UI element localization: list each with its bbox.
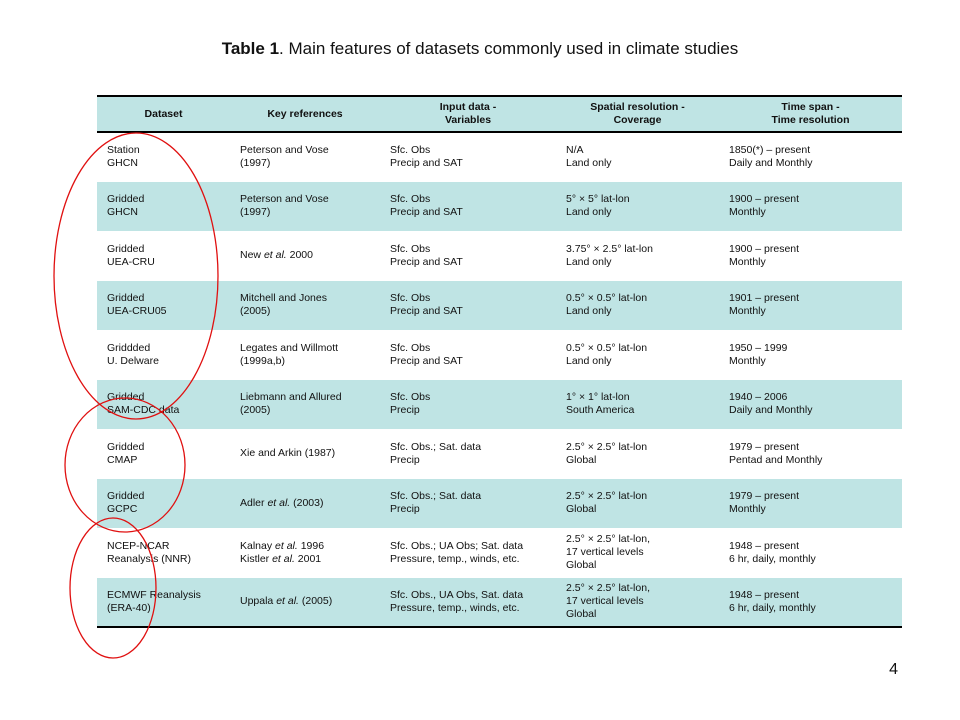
table-cell <box>97 182 230 232</box>
cell-line: Global <box>566 503 597 516</box>
cell-line: 1900 – present <box>729 193 800 206</box>
table-row <box>97 182 902 232</box>
cell-line: Monthly <box>729 305 766 318</box>
column-header-line: Dataset <box>144 107 183 120</box>
table-row <box>97 132 902 182</box>
table-cell <box>230 132 380 182</box>
table-cell <box>380 479 556 529</box>
cell-line: Precip <box>390 404 420 417</box>
cell-line: 0.5° × 0.5° lat-lon <box>566 292 648 305</box>
table-cell <box>380 528 556 578</box>
table-cell <box>230 380 380 430</box>
cell-line: 1901 – present <box>729 292 800 305</box>
column-header <box>556 96 719 132</box>
cell-line: 1948 – present <box>729 539 800 552</box>
cell-line: 2.5° × 2.5° lat-lon <box>566 490 648 503</box>
cell-line: Gridded <box>107 490 145 503</box>
cell-line: Sfc. Obs <box>390 391 431 404</box>
cell-line: 1950 – 1999 <box>729 341 788 354</box>
column-header-line: Spatial resolution - <box>590 101 685 113</box>
cell-line: Sfc. Obs <box>390 341 431 354</box>
cell-line: New et al. 2000 <box>240 249 313 262</box>
cell-line: 1940 – 2006 <box>729 391 788 404</box>
table-row <box>97 231 902 281</box>
datasets-table-container <box>97 95 902 628</box>
cell-line: 17 vertical levels <box>566 595 644 608</box>
table-cell <box>380 429 556 479</box>
cell-line: Gridded <box>107 193 145 206</box>
cell-line: (1997) <box>240 206 271 219</box>
column-header-line: Variables <box>444 114 492 126</box>
cell-line: Peterson and Vose <box>240 144 329 157</box>
table-cell <box>380 578 556 628</box>
cell-line: Kistler et al. 2001 <box>240 552 322 565</box>
table-cell <box>230 429 380 479</box>
table-cell <box>380 182 556 232</box>
cell-line: Land only <box>566 354 612 367</box>
table-cell <box>719 528 902 578</box>
table-cell <box>380 380 556 430</box>
cell-line: Precip and SAT <box>390 305 463 318</box>
column-header-line: Time resolution <box>771 114 850 126</box>
table-cell <box>230 330 380 380</box>
table-cell <box>230 281 380 331</box>
cell-line: GHCN <box>107 157 138 170</box>
cell-line: GCPC <box>107 503 138 516</box>
cell-line: 1° × 1° lat-lon <box>566 391 630 404</box>
cell-line: 5° × 5° lat-lon <box>566 193 630 206</box>
table-cell <box>719 182 902 232</box>
table-cell <box>556 231 719 281</box>
table-caption: . Main features of datasets commonly used in climate studies <box>279 39 739 58</box>
cell-line: Monthly <box>729 354 766 367</box>
table-cell <box>719 281 902 331</box>
table-cell <box>556 281 719 331</box>
table-cell <box>556 479 719 529</box>
table-cell <box>719 132 902 182</box>
cell-line: Daily and Monthly <box>729 404 813 417</box>
cell-line: Precip and SAT <box>390 255 463 268</box>
table-cell <box>230 231 380 281</box>
cell-line: Xie and Arkin (1987) <box>240 447 336 460</box>
table-cell <box>719 578 902 628</box>
cell-line: Sfc. Obs.; UA Obs; Sat. data <box>390 539 524 552</box>
table-cell <box>556 380 719 430</box>
cell-line: Liebmann and Allured <box>240 391 342 404</box>
cell-line: Station <box>107 144 140 157</box>
cell-line: Griddded <box>107 341 151 354</box>
cell-line: 2.5° × 2.5° lat-lon, <box>566 533 650 546</box>
cell-line: South America <box>566 404 635 417</box>
cell-line: ECMWF Reanalysis <box>107 588 201 601</box>
column-header <box>719 96 902 132</box>
cell-line: Adler et al. (2003) <box>240 496 324 509</box>
table-cell <box>97 281 230 331</box>
cell-line: 1979 – present <box>729 490 800 503</box>
cell-line: 1948 – present <box>729 588 800 601</box>
cell-line: GHCN <box>107 206 138 219</box>
cell-line: Sfc. Obs.; Sat. data <box>390 440 482 453</box>
table-cell <box>380 132 556 182</box>
cell-line: Gridded <box>107 242 145 255</box>
cell-line: (2005) <box>240 404 271 417</box>
page-number: 4 <box>889 661 898 678</box>
table-row <box>97 330 902 380</box>
cell-line: Gridded <box>107 391 145 404</box>
table-row <box>97 281 902 331</box>
table-cell <box>97 429 230 479</box>
table-cell <box>556 528 719 578</box>
table-cell <box>380 231 556 281</box>
cell-line: Gridded <box>107 440 145 453</box>
cell-line: Uppala et al. (2005) <box>240 595 333 608</box>
table-cell <box>230 479 380 529</box>
cell-line: Global <box>566 453 597 466</box>
table-row <box>97 380 902 430</box>
table-cell <box>230 578 380 628</box>
cell-line: Precip <box>390 503 420 516</box>
table-cell <box>719 479 902 529</box>
cell-line: Legates and Willmott <box>240 341 339 354</box>
table-cell <box>556 330 719 380</box>
cell-line: 2.5° × 2.5° lat-lon <box>566 440 648 453</box>
table-cell <box>380 281 556 331</box>
table-header-row <box>97 96 902 132</box>
cell-line: Precip and SAT <box>390 157 463 170</box>
table-cell <box>97 479 230 529</box>
cell-line: Sfc. Obs <box>390 144 431 157</box>
cell-line: Land only <box>566 305 612 318</box>
cell-line: Precip <box>390 453 420 466</box>
cell-line: Precip and SAT <box>390 206 463 219</box>
table-cell <box>97 231 230 281</box>
cell-line: 17 vertical levels <box>566 546 644 559</box>
table-cell <box>97 132 230 182</box>
column-header <box>97 96 230 132</box>
datasets-table <box>97 95 902 628</box>
table-cell <box>97 528 230 578</box>
cell-line: UEA-CRU <box>107 255 155 268</box>
table-body <box>97 132 902 627</box>
column-header-line: Time span - <box>781 101 840 113</box>
table-cell <box>556 132 719 182</box>
cell-line: (2005) <box>240 305 271 318</box>
column-header <box>230 96 380 132</box>
cell-line: 6 hr, daily, monthly <box>729 601 816 614</box>
table-row <box>97 578 902 628</box>
cell-line: Land only <box>566 157 612 170</box>
table-cell <box>97 578 230 628</box>
column-header-line: Input data - <box>439 101 497 113</box>
cell-line: 2.5° × 2.5° lat-lon, <box>566 582 650 595</box>
cell-line: (ERA-40) <box>107 601 151 614</box>
table-label: Table 1 <box>221 39 280 58</box>
cell-line: 3.75° × 2.5° lat-lon <box>566 242 653 255</box>
column-header-line: Key references <box>267 107 343 120</box>
table-cell <box>719 330 902 380</box>
cell-line: Sfc. Obs <box>390 242 431 255</box>
cell-line: Pressure, temp., winds, etc. <box>390 552 520 565</box>
cell-line: 1979 – present <box>729 440 800 453</box>
cell-line: 1850(*) – present <box>729 144 811 157</box>
cell-line: 1900 – present <box>729 242 800 255</box>
table-cell <box>230 528 380 578</box>
cell-line: Sfc. Obs <box>390 292 431 305</box>
page-title <box>0 38 960 60</box>
cell-line: (1999a,b) <box>240 354 285 367</box>
cell-line: Global <box>566 608 597 621</box>
table-cell <box>719 380 902 430</box>
column-header <box>380 96 556 132</box>
cell-line: Pressure, temp., winds, etc. <box>390 601 520 614</box>
cell-line: (1997) <box>240 157 271 170</box>
cell-line: 0.5° × 0.5° lat-lon <box>566 341 648 354</box>
cell-line: Land only <box>566 255 612 268</box>
cell-line: UEA-CRU05 <box>107 305 167 318</box>
table-cell <box>719 231 902 281</box>
table-cell <box>556 578 719 628</box>
cell-line: Global <box>566 559 597 572</box>
table-cell <box>380 330 556 380</box>
cell-line: Sfc. Obs <box>390 193 431 206</box>
table-cell <box>556 429 719 479</box>
table-cell <box>719 429 902 479</box>
column-header-line: Coverage <box>613 114 662 126</box>
table-cell <box>97 380 230 430</box>
cell-line: Sfc. Obs., UA Obs, Sat. data <box>390 588 524 601</box>
table-row <box>97 528 902 578</box>
table-cell <box>97 330 230 380</box>
table-cell <box>230 182 380 232</box>
cell-line: Pentad and Monthly <box>729 453 823 466</box>
cell-line: SAM-CDC data <box>107 404 180 417</box>
cell-line: Monthly <box>729 206 766 219</box>
cell-line: Kalnay et al. 1996 <box>240 539 325 552</box>
cell-line: Gridded <box>107 292 145 305</box>
cell-line: NCEP-NCAR <box>107 539 170 552</box>
cell-line: Mitchell and Jones <box>240 292 327 305</box>
cell-line: CMAP <box>107 453 138 466</box>
cell-line: Peterson and Vose <box>240 193 329 206</box>
cell-line: Land only <box>566 206 612 219</box>
cell-line: Precip and SAT <box>390 354 463 367</box>
cell-line: Monthly <box>729 503 766 516</box>
table-cell <box>556 182 719 232</box>
cell-line: Reanalysis (NNR) <box>107 552 192 565</box>
table-row <box>97 479 902 529</box>
cell-line: U. Delware <box>107 354 159 367</box>
cell-line: Monthly <box>729 255 766 268</box>
cell-line: 6 hr, daily, monthly <box>729 552 816 565</box>
cell-line: Daily and Monthly <box>729 157 813 170</box>
table-row <box>97 429 902 479</box>
cell-line: N/A <box>566 144 584 157</box>
cell-line: Sfc. Obs.; Sat. data <box>390 490 482 503</box>
